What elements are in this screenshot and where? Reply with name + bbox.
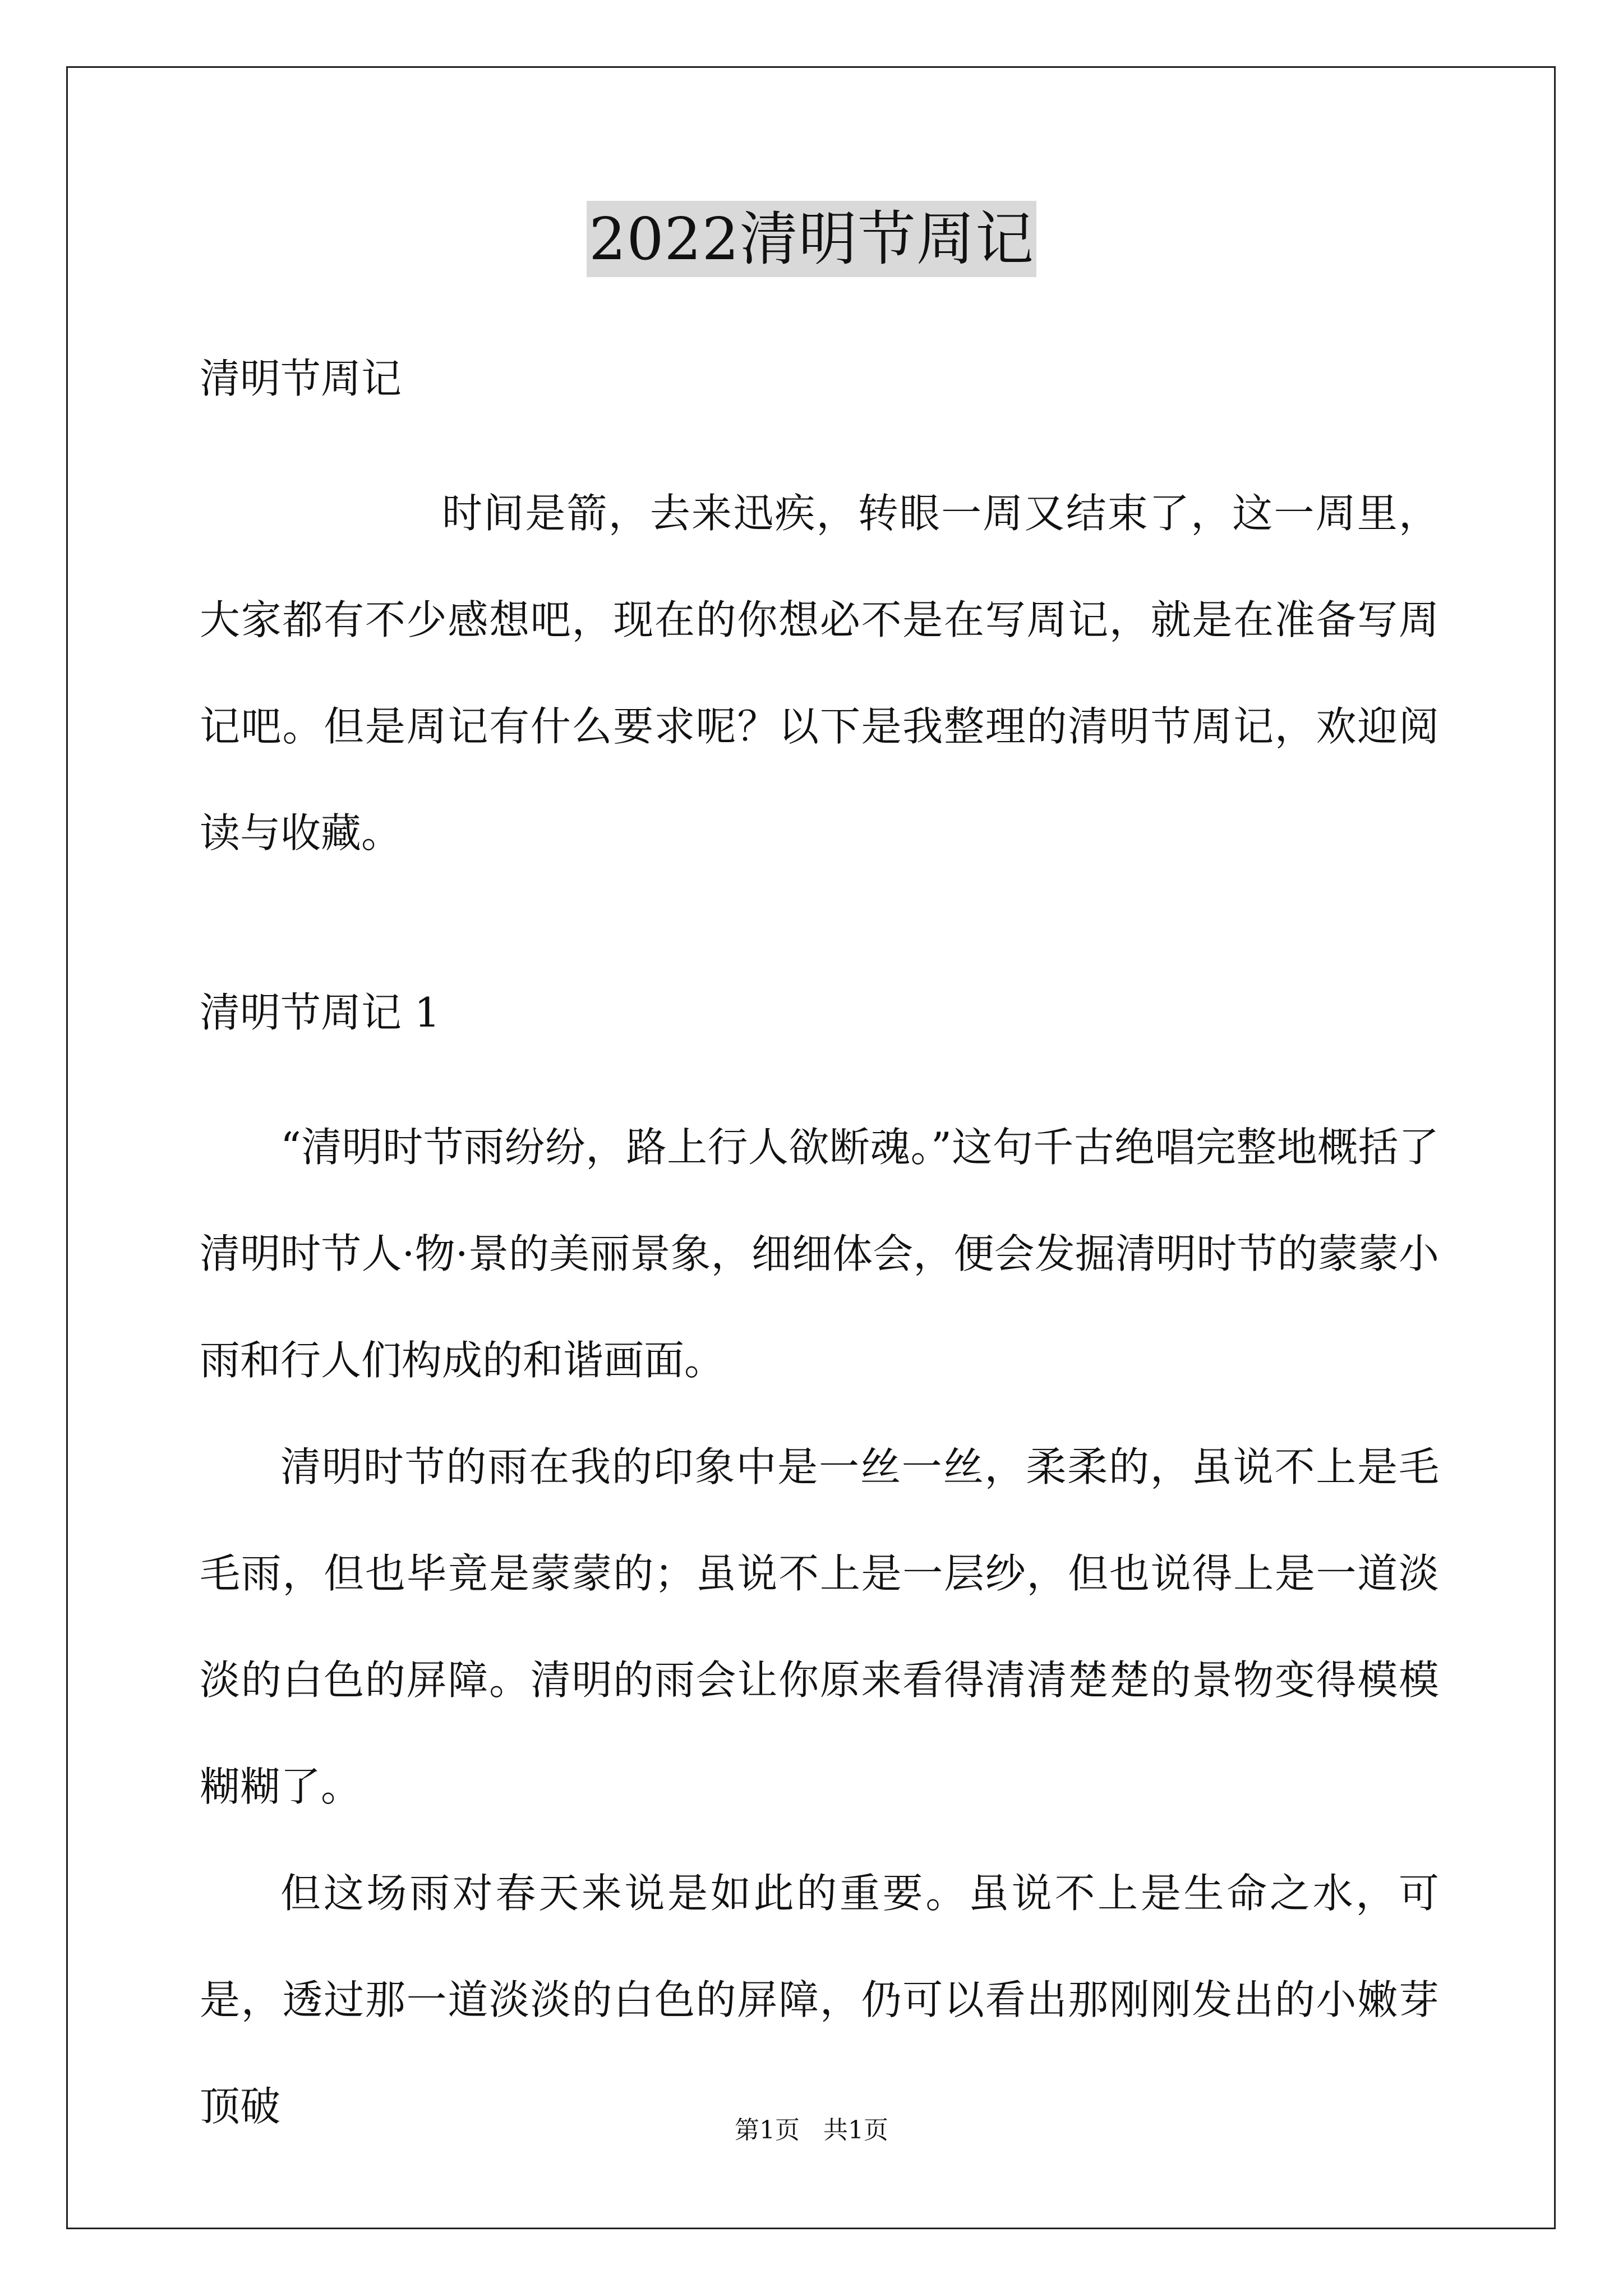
intro-heading: 清明节周记 bbox=[200, 355, 402, 402]
page-footer: 第1页 共1页 bbox=[735, 2116, 888, 2145]
body-paragraph: “清明时节雨纷纷，路上行人欲断魂。”这句千古绝唱完整地概括了清明时节人·物·景的美丽景象，细细体会，便会发掘清明时节的蒙蒙小雨和行人们构成的和谐画面。 bbox=[200, 1124, 1439, 1384]
spacer bbox=[200, 415, 1439, 460]
document-title: 2022清明节周记 bbox=[587, 201, 1036, 277]
title-container bbox=[0, 201, 1623, 277]
body-paragraph: 但这场雨对春天来说是如此的重要。虽说不上是生命之水，可是，透过那一道淡淡的白色的屏障，仍可以看出那刚刚发出的小嫩芽顶破 bbox=[200, 1870, 1439, 2130]
document-body bbox=[200, 342, 1439, 2160]
intro-paragraph: 时间是箭，去来迅疾，转眼一周又结束了，这一周里，大家都有不少感想吧，现在的你想必不是在写周记，就是在准备写周记吧。但是周记有什么要求呢？以下是我整理的清明节周记，欢迎阅读与收藏。 bbox=[200, 490, 1439, 857]
body-paragraph: 清明时节的雨在我的印象中是一丝一丝，柔柔的，虽说不上是毛毛雨，但也毕竟是蒙蒙的；虽说不上是一层纱，但也说得上是一道淡淡的白色的屏障。清明的雨会让你原来看得清清楚楚的景物变得模模糊糊了。 bbox=[200, 1443, 1439, 1810]
spacer bbox=[200, 1049, 1439, 1094]
section-heading: 清明节周记 1 bbox=[200, 989, 440, 1036]
spacer bbox=[200, 886, 1439, 976]
